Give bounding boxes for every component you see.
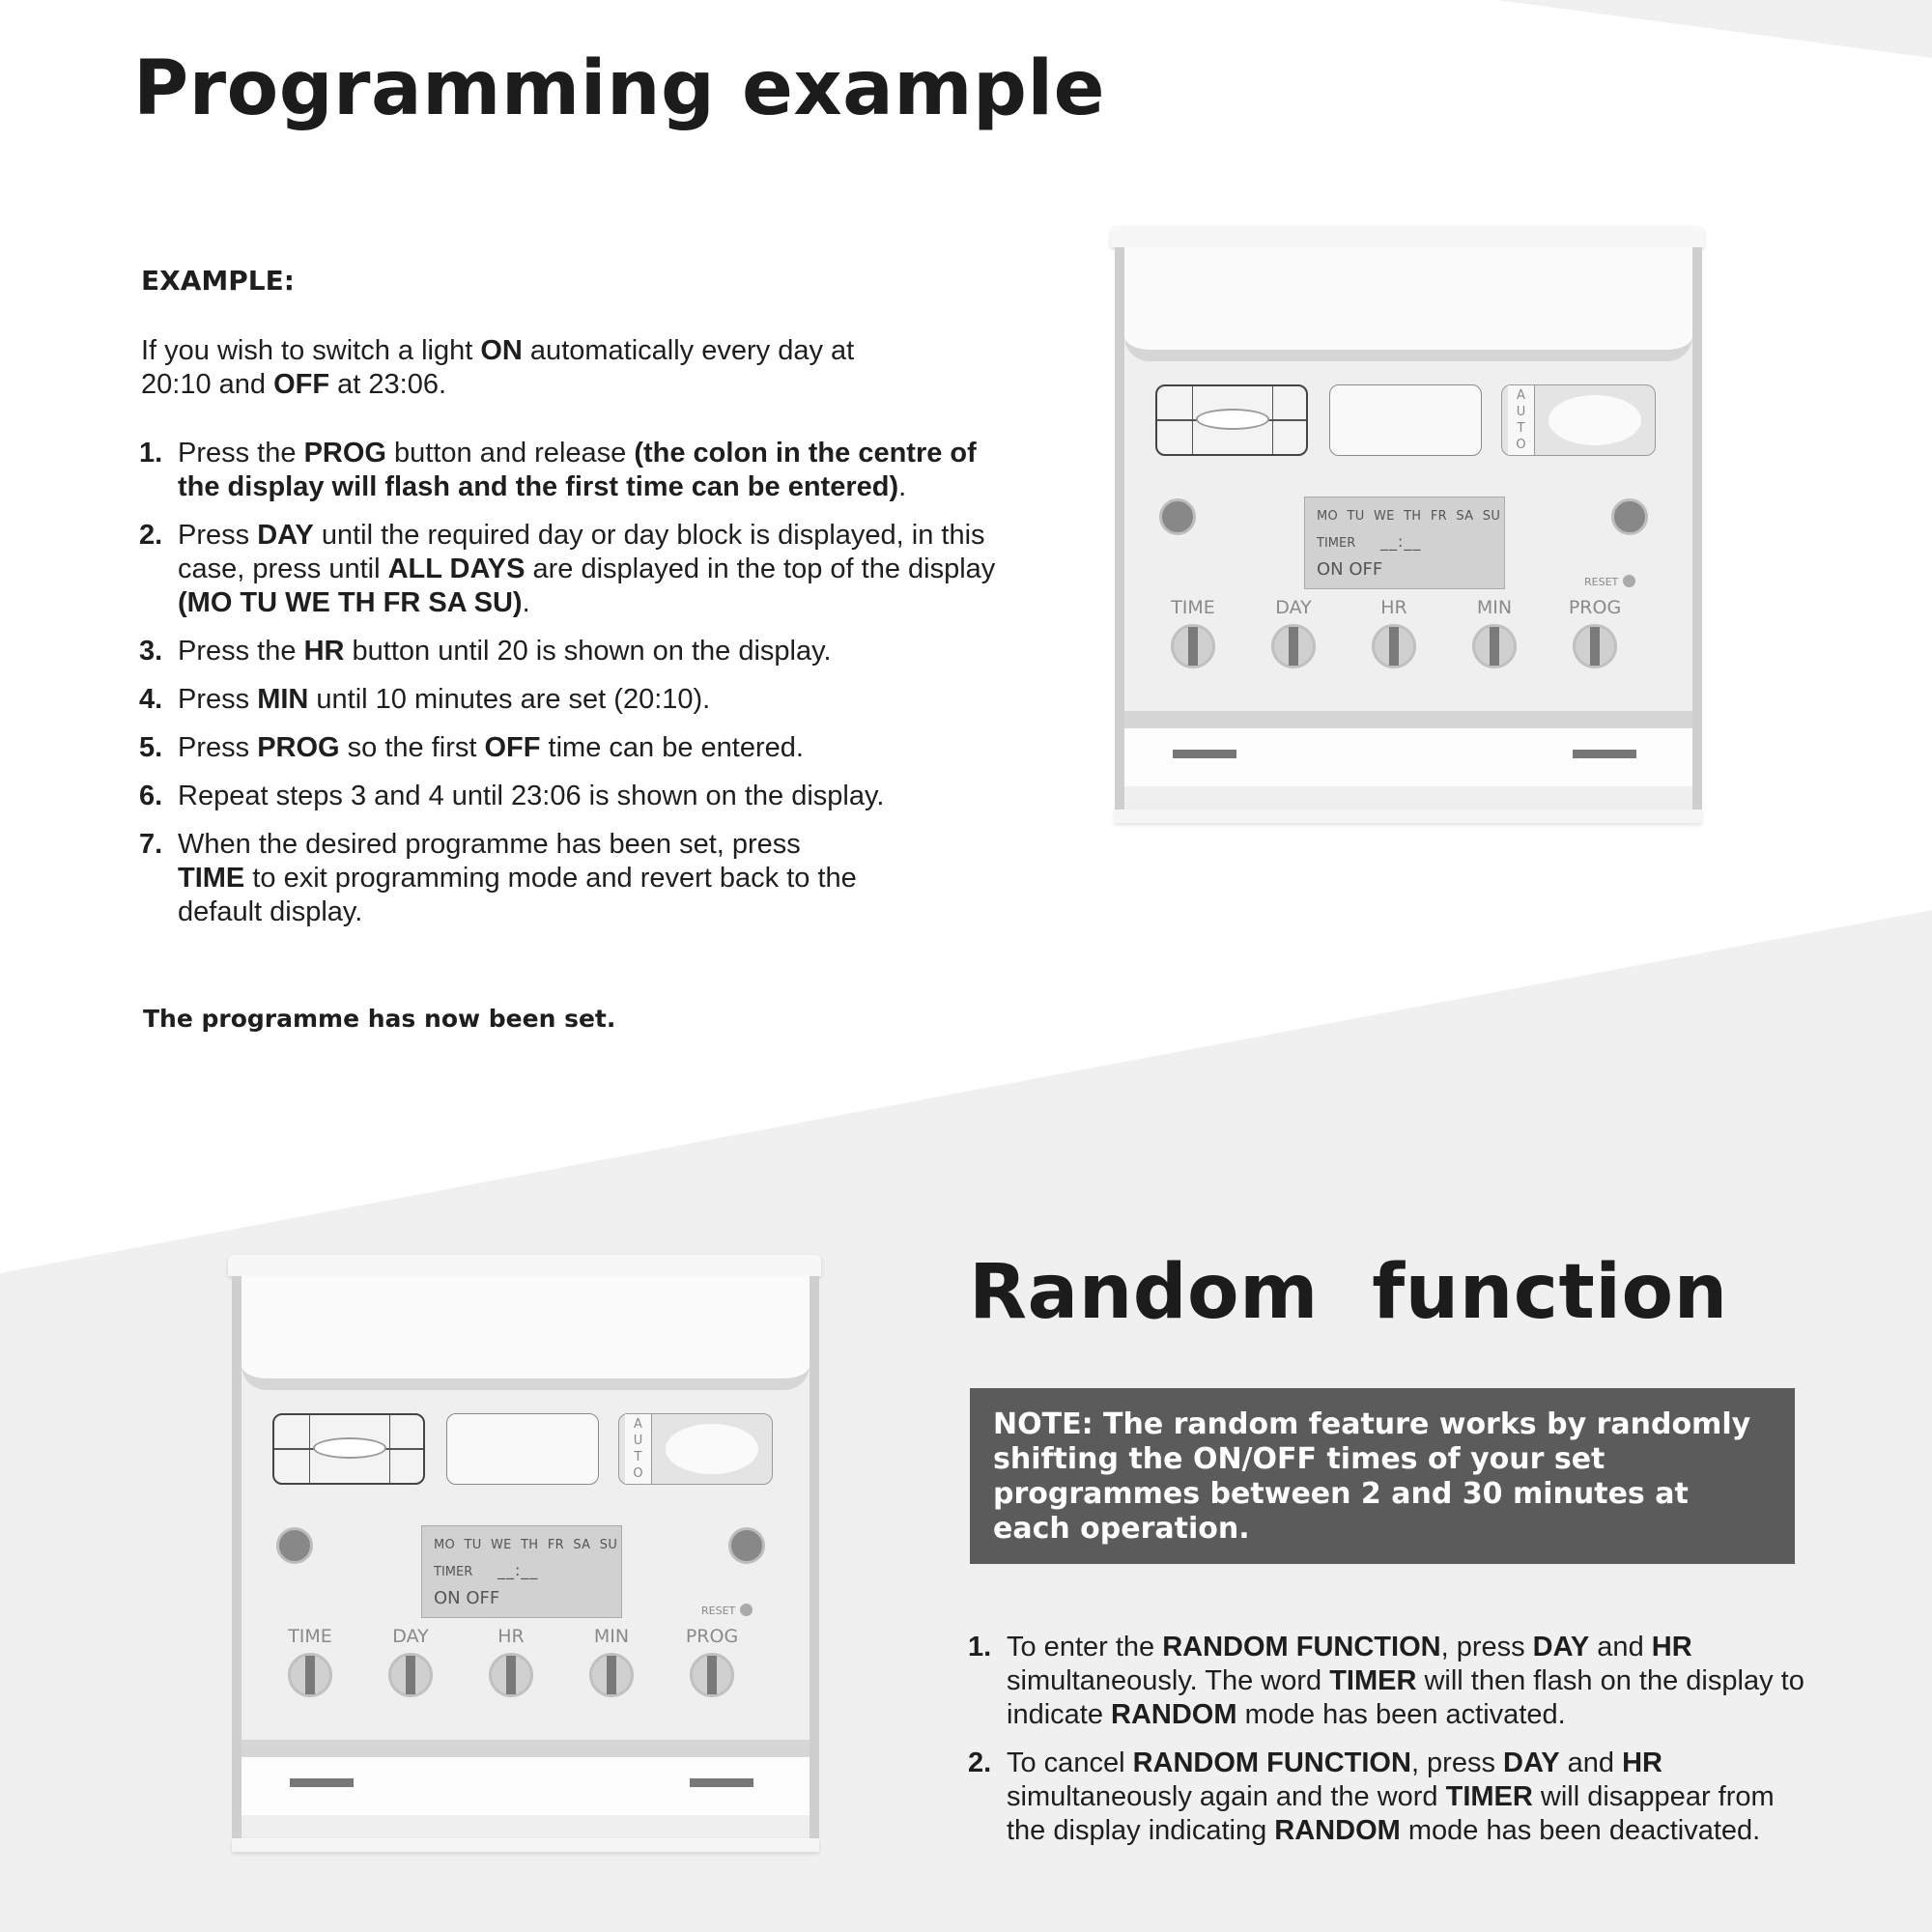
top-right-gray-panel <box>1497 0 1932 58</box>
step-number: 4. <box>139 684 163 715</box>
programme-set-message: The programme has now been set. <box>143 1005 616 1033</box>
hr-label: HR <box>497 1626 525 1647</box>
text-run: Press the <box>178 438 304 469</box>
step-number: 6. <box>139 781 163 811</box>
hr-button[interactable] <box>489 1653 533 1697</box>
prog-button[interactable] <box>1573 624 1617 668</box>
bold-text: PROG <box>257 732 340 763</box>
text-run: Press <box>178 520 258 551</box>
text-run: . <box>898 471 907 502</box>
text-run: and <box>1589 1632 1652 1662</box>
text-run: , press <box>1440 1632 1533 1662</box>
step-text <box>178 520 995 618</box>
prog-label: PROG <box>1568 597 1622 618</box>
bold-text: RANDOM FUNCTION <box>1132 1747 1411 1778</box>
reset-label: RESET <box>701 1605 736 1617</box>
step-number: 7. <box>139 829 163 860</box>
text-run: Repeat steps 3 and 4 until 23:06 is shown on the display. <box>178 781 885 811</box>
switch-slider-knob <box>1196 409 1269 430</box>
time-button[interactable] <box>1171 624 1215 668</box>
programming-step-6 <box>139 780 1009 813</box>
indicator-led-left <box>1159 498 1196 535</box>
lcd-time-placeholder: __:__ <box>1380 532 1422 551</box>
mounting-slot-right <box>1573 750 1636 758</box>
mounting-slot-left <box>1173 750 1236 758</box>
text-run: To enter the <box>1007 1632 1163 1662</box>
auto-switch[interactable] <box>618 1413 773 1485</box>
bold-text: DAY <box>257 520 314 551</box>
prog-label: PROG <box>685 1626 739 1647</box>
text-run: Press <box>178 684 258 715</box>
device-top-cap <box>1111 226 1704 247</box>
bold-text: ALL DAYS <box>387 554 526 584</box>
programming-step-1 <box>139 437 1009 504</box>
bold-text: PROG <box>303 438 386 469</box>
lcd-time-placeholder: __:__ <box>497 1561 539 1579</box>
switch-slider-knob <box>313 1437 386 1459</box>
text-run: and <box>1559 1747 1623 1778</box>
device-top-cap <box>228 1255 821 1276</box>
bold-text: HR <box>1622 1747 1662 1778</box>
programming-step-4 <box>139 683 1009 717</box>
auto-label <box>1508 385 1535 455</box>
random-steps <box>968 1631 1818 1862</box>
text-run: Press <box>178 732 258 763</box>
text-run: are displayed in the top of the display <box>525 554 996 584</box>
random-function-title-text: Random function <box>969 1249 1728 1336</box>
device-lid <box>242 1276 810 1390</box>
programming-step-5 <box>139 731 1009 765</box>
step-text <box>178 781 884 811</box>
step-text <box>178 732 804 763</box>
device-lower-band <box>1124 711 1692 728</box>
text-run: simultaneously again and the word <box>1007 1781 1446 1812</box>
bold-text: HR <box>1651 1632 1692 1662</box>
bold-text: (the colon in the centre of the display will flash and the first time can be entered) <box>178 438 977 502</box>
override-switch[interactable] <box>272 1413 425 1485</box>
lcd-days: MO TU WE TH FR SA SU <box>1317 509 1501 524</box>
step-text <box>178 438 977 502</box>
indicator-led-left <box>276 1527 313 1564</box>
day-label: DAY <box>1275 597 1312 618</box>
indicator-led-right <box>728 1527 765 1564</box>
time-label: TIME <box>288 1626 332 1647</box>
mounting-slot-left <box>290 1778 354 1787</box>
bold-text: (MO TU WE TH FR SA SU) <box>178 587 523 618</box>
device-foot <box>232 1838 819 1852</box>
day-label: DAY <box>392 1626 429 1647</box>
reset-button[interactable] <box>740 1604 753 1616</box>
lcd-days: MO TU WE TH FR SA SU <box>434 1538 618 1552</box>
timer-device-illustration <box>1111 220 1710 838</box>
min-label: MIN <box>1476 597 1513 618</box>
programming-title-text: Programming example <box>133 45 1106 132</box>
programming-steps <box>139 437 1009 944</box>
text-run: If you wish to switch a light <box>141 335 481 366</box>
auto-letter: T <box>1517 421 1525 436</box>
bold-text: TIMER <box>1329 1665 1417 1696</box>
text-run: until the required day or day block is displayed, in this case, press until <box>178 520 985 584</box>
text-run: will then flash on the display to indicate <box>1007 1665 1804 1730</box>
time-label: TIME <box>1171 597 1215 618</box>
device-lower-band <box>242 1740 810 1757</box>
text-run: time can be entered. <box>540 732 804 763</box>
lcd-timer: TIMER <box>1317 536 1356 551</box>
text-run: to exit programming mode and revert back to the default display. <box>178 863 857 927</box>
auto-switch-knob <box>666 1424 758 1474</box>
text-run: mode has been deactivated. <box>1400 1815 1761 1846</box>
text-run: To cancel <box>1007 1747 1133 1778</box>
auto-letter: U <box>633 1434 643 1448</box>
reset-button[interactable] <box>1623 575 1635 587</box>
bold-text: TIMER <box>1445 1781 1533 1812</box>
auto-letter: T <box>634 1450 642 1464</box>
step-number: 1. <box>968 1632 992 1662</box>
indicator-led-right <box>1611 498 1648 535</box>
bold-text: ON <box>480 335 523 366</box>
lcd-display <box>421 1525 622 1618</box>
step-text <box>1007 1747 1775 1846</box>
hr-button[interactable] <box>1372 624 1416 668</box>
text-run: simultaneously. The word <box>1007 1665 1330 1696</box>
min-button[interactable] <box>1472 624 1517 668</box>
text-run: automatically every day at 20:10 and <box>141 335 855 400</box>
lcd-timer: TIMER <box>434 1565 473 1579</box>
timer-device-illustration <box>228 1249 827 1867</box>
text-run: will disappear from the display indicating <box>1007 1781 1775 1846</box>
text-run: button until 20 is shown on the display. <box>344 636 832 667</box>
text-run: When the desired programme has been set, press <box>178 829 801 860</box>
step-text <box>178 636 832 667</box>
step-number: 3. <box>139 636 163 667</box>
lcd-on-off: ON OFF <box>1317 559 1383 580</box>
step-number: 2. <box>968 1747 992 1778</box>
bold-text: TIME <box>178 863 245 894</box>
step-number: 5. <box>139 732 163 763</box>
day-button[interactable] <box>388 1653 433 1697</box>
step-text <box>178 829 857 927</box>
bold-text: RANDOM <box>1111 1699 1237 1730</box>
text-run: mode has been activated. <box>1236 1699 1566 1730</box>
step-text <box>178 684 710 715</box>
bold-text: MIN <box>257 684 309 715</box>
text-run: until 10 minutes are set (20:10). <box>308 684 711 715</box>
hr-label: HR <box>1380 597 1407 618</box>
min-button[interactable] <box>589 1653 634 1697</box>
intro-paragraph <box>141 334 875 402</box>
step-text <box>1007 1632 1804 1730</box>
text-run: button and release <box>385 438 635 469</box>
bold-text: RANDOM FUNCTION <box>1162 1632 1441 1662</box>
text-run: , press <box>1410 1747 1504 1778</box>
time-button[interactable] <box>288 1653 332 1697</box>
device-foot <box>1115 810 1702 823</box>
random-step-1 <box>968 1631 1818 1732</box>
text-run: so the first <box>339 732 485 763</box>
mounting-slot-right <box>690 1778 753 1787</box>
auto-letter: U <box>1516 405 1526 419</box>
bold-text: HR <box>303 636 345 667</box>
min-label: MIN <box>593 1626 630 1647</box>
auto-letter: A <box>1517 388 1525 403</box>
auto-letter: A <box>634 1417 642 1432</box>
programming-step-7 <box>139 828 873 929</box>
blank-switch-panel <box>446 1413 599 1485</box>
bold-text: OFF <box>273 369 330 400</box>
lcd-on-off: ON OFF <box>434 1588 500 1608</box>
random-note-text: NOTE: The random feature works by randomly shifting the ON/OFF times of your set programmes between 2 and 30 minutes at each operation. <box>993 1407 1751 1546</box>
blank-switch-panel <box>1329 384 1482 456</box>
step-number: 2. <box>139 520 163 551</box>
reset-label: RESET <box>1584 576 1619 588</box>
device-lid <box>1124 247 1692 361</box>
text-run: at 23:06. <box>329 369 447 400</box>
bold-text: DAY <box>1532 1632 1590 1662</box>
programming-step-3 <box>139 635 1009 668</box>
random-function-title <box>969 1249 1728 1336</box>
auto-switch[interactable] <box>1501 384 1656 456</box>
bold-text: DAY <box>1503 1747 1560 1778</box>
auto-letter: O <box>633 1466 643 1481</box>
example-label: EXAMPLE: <box>141 265 295 297</box>
step-number: 1. <box>139 438 163 469</box>
override-switch[interactable] <box>1155 384 1308 456</box>
bold-text: RANDOM <box>1274 1815 1401 1846</box>
text-run: Press the <box>178 636 304 667</box>
lcd-display <box>1304 497 1505 589</box>
programming-step-2 <box>139 519 1009 620</box>
bold-text: OFF <box>484 732 541 763</box>
random-note-box <box>970 1388 1795 1564</box>
day-button[interactable] <box>1271 624 1316 668</box>
auto-letter: O <box>1516 438 1526 452</box>
prog-button[interactable] <box>690 1653 734 1697</box>
programming-title <box>133 46 1105 131</box>
random-step-2 <box>968 1747 1818 1848</box>
auto-label <box>625 1414 652 1484</box>
text-run: . <box>522 587 530 618</box>
auto-switch-knob <box>1548 395 1641 445</box>
